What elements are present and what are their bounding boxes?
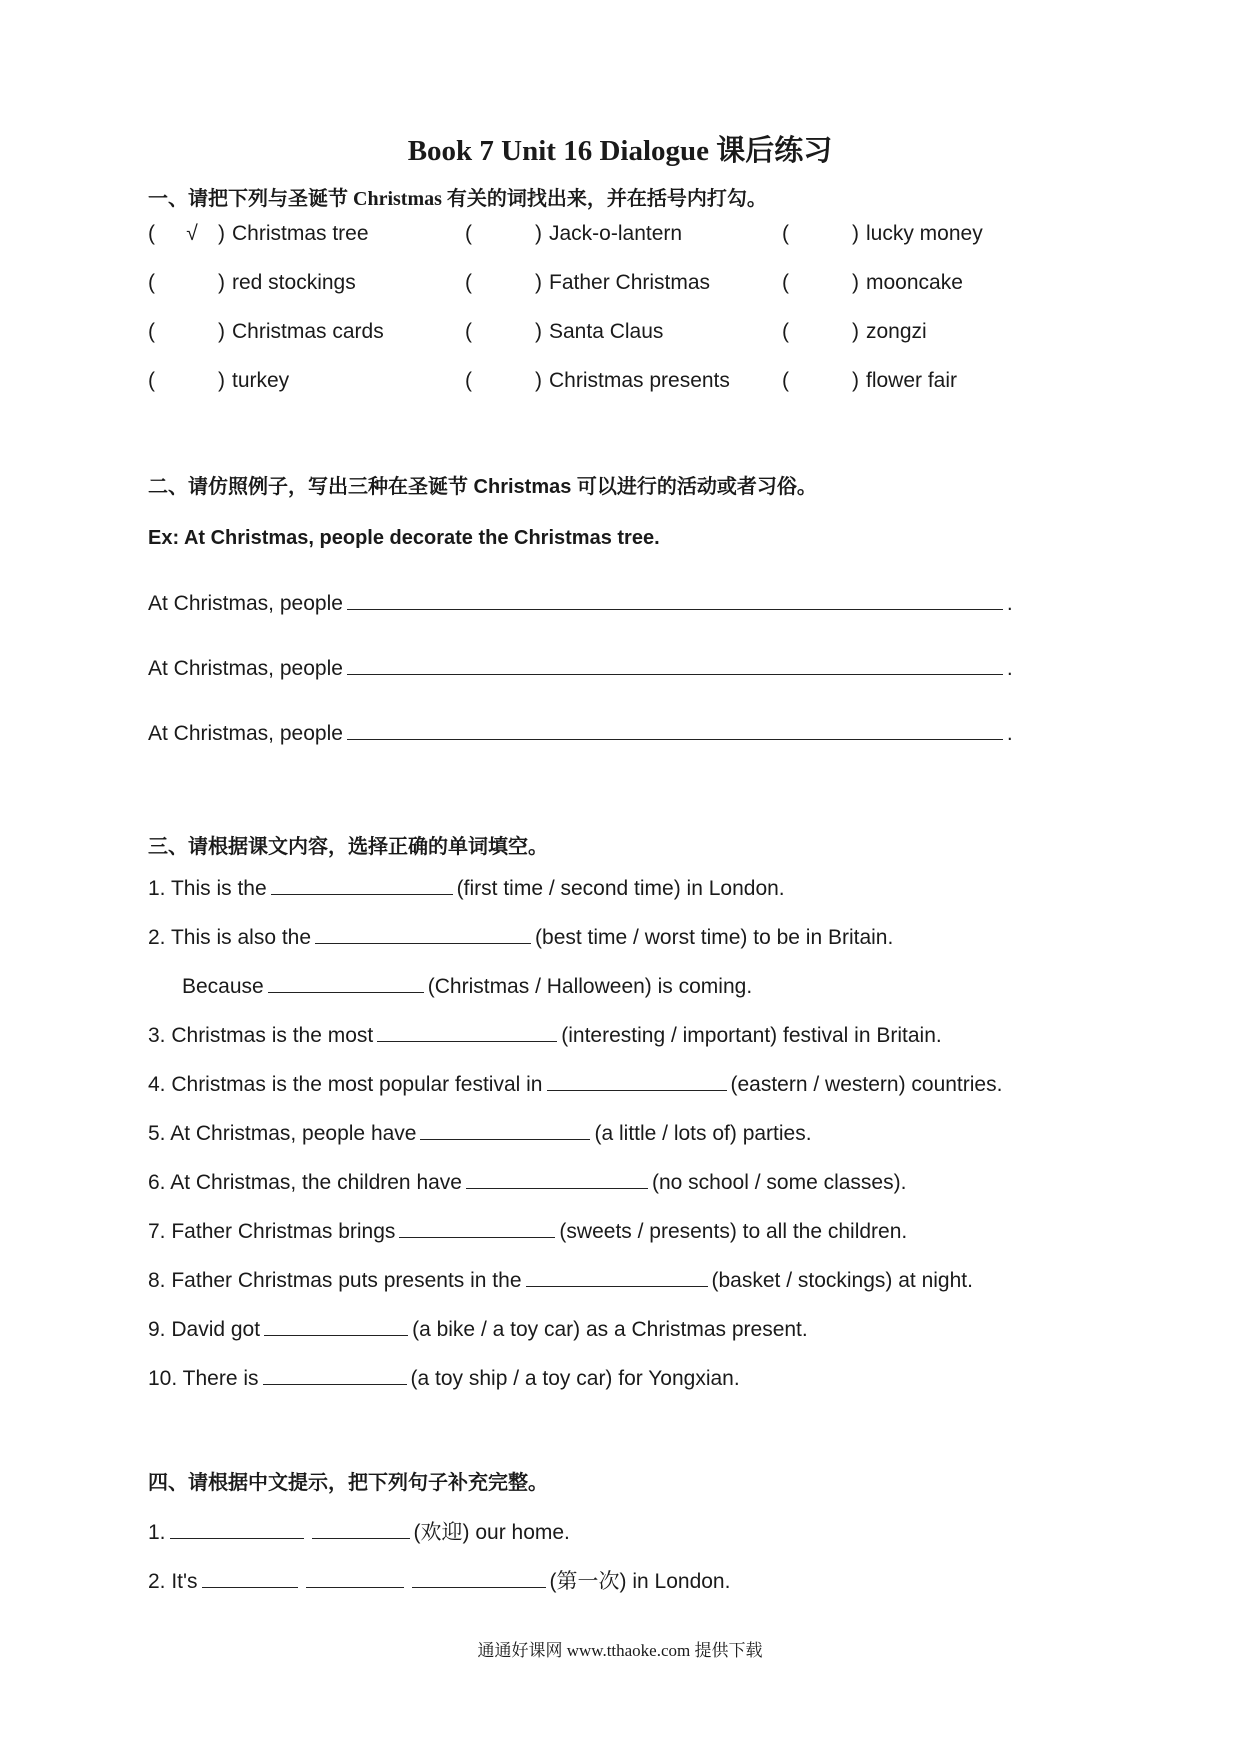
fill-item [148, 1072, 1002, 1097]
fill-item [182, 974, 752, 999]
check-item[interactable]: ( ) flower fair [782, 369, 958, 392]
answer-blank[interactable] [264, 1317, 408, 1336]
answer-blank[interactable] [347, 656, 1003, 675]
item-options: (欢迎) our home. [413, 1521, 570, 1544]
answer-blank[interactable] [399, 1219, 555, 1238]
check-item[interactable]: ( ) Christmas presents [465, 369, 730, 392]
fill-item [148, 1516, 570, 1546]
check-mark: √ [186, 222, 198, 245]
check-item-label: turkey [232, 369, 290, 392]
check-item[interactable]: ( ) lucky money [782, 222, 983, 245]
writing-prompt: At Christmas, people [148, 657, 343, 680]
item-text: 4. Christmas is the most popular festival in [148, 1073, 543, 1096]
fill-item [148, 1121, 812, 1146]
check-item[interactable]: ( ) turkey [148, 369, 290, 392]
fill-item [148, 1268, 973, 1293]
item-options: (第一次) in London. [549, 1570, 731, 1593]
item-text: 2. It's [148, 1570, 198, 1593]
answer-blank[interactable] [412, 1569, 546, 1588]
section2-example: Ex: At Christmas, people decorate the Christmas tree. [148, 527, 660, 549]
fill-item [148, 1023, 942, 1048]
answer-blank[interactable] [347, 721, 1003, 740]
line-end: . [1006, 722, 1013, 745]
item-options: (best time / worst time) to be in Britain. [535, 926, 894, 949]
footer-credit: 通通好课网 www.tthaoke.com 提供下载 [477, 1641, 763, 1660]
check-item[interactable]: ( ) Jack-o-lantern [465, 222, 683, 245]
answer-blank[interactable] [347, 591, 1003, 610]
line-end: . [1006, 592, 1013, 615]
check-item-label: mooncake [866, 271, 963, 294]
item-options: (a little / lots of) parties. [594, 1122, 812, 1145]
check-item-label: Santa Claus [549, 320, 664, 343]
line-end: . [1006, 657, 1013, 680]
fill-item [148, 1219, 907, 1244]
item-options: (basket / stockings) at night. [711, 1269, 973, 1292]
item-options: (sweets / presents) to all the children. [559, 1220, 908, 1243]
check-item[interactable]: ( ) zongzi [782, 320, 927, 343]
answer-blank[interactable] [263, 1366, 407, 1385]
answer-blank[interactable] [547, 1072, 727, 1091]
fill-item [148, 925, 893, 950]
item-options: (interesting / important) festival in Britain. [561, 1024, 942, 1047]
fill-item [148, 1565, 730, 1595]
writing-line [148, 591, 1013, 616]
section2-heading: 二、请仿照例子，写出三种在圣诞节 Christmas 可以进行的活动或者习俗。 [148, 476, 817, 498]
fill-item [148, 1170, 906, 1195]
check-item-label: Christmas tree [232, 222, 369, 245]
answer-blank[interactable] [377, 1023, 557, 1042]
item-options: (eastern / western) countries. [730, 1073, 1003, 1096]
check-item-label: flower fair [866, 369, 958, 392]
check-item-label: Jack-o-lantern [549, 222, 683, 245]
answer-blank[interactable] [526, 1268, 708, 1287]
item-options: (no school / some classes). [652, 1171, 907, 1194]
check-item-label: Christmas cards [232, 320, 384, 343]
item-text: 10. There is [148, 1367, 259, 1390]
check-item-label: red stockings [232, 271, 356, 294]
item-text: 3. Christmas is the most [148, 1024, 374, 1047]
item-options: (a bike / a toy car) as a Christmas present. [412, 1318, 808, 1341]
check-item-label: Father Christmas [549, 271, 711, 294]
writing-prompt: At Christmas, people [148, 722, 343, 745]
answer-blank[interactable] [306, 1569, 404, 1588]
answer-blank[interactable] [202, 1569, 298, 1588]
item-text: 1. [148, 1521, 166, 1544]
answer-blank[interactable] [268, 974, 424, 993]
check-item-label: zongzi [866, 320, 927, 343]
writing-line [148, 656, 1013, 681]
section4-heading: 四、请根据中文提示，把下列句子补充完整。 [148, 1472, 548, 1494]
page-title: Book 7 Unit 16 Dialogue 课后练习 [407, 135, 833, 167]
check-item[interactable]: ( ) red stockings [148, 271, 356, 294]
check-item[interactable]: ( ) Father Christmas [465, 271, 711, 294]
item-options: (a toy ship / a toy car) for Yongxian. [410, 1367, 740, 1390]
item-text: Because [182, 975, 264, 998]
section3-heading: 三、请根据课文内容，选择正确的单词填空。 [148, 836, 548, 858]
fill-item [148, 1366, 740, 1391]
item-options: (first time / second time) in London. [456, 877, 785, 900]
item-text: 6. At Christmas, the children have [148, 1171, 462, 1194]
fill-item [148, 876, 785, 901]
section1-heading: 一、请把下列与圣诞节 Christmas 有关的词找出来，并在括号内打勾。 [148, 188, 767, 210]
item-options: (Christmas / Halloween) is coming. [427, 975, 753, 998]
check-item[interactable]: ( ) Christmas cards [148, 320, 384, 343]
item-text: 7. Father Christmas brings [148, 1220, 396, 1243]
check-item[interactable]: ( ) mooncake [782, 271, 963, 294]
check-item-label: Christmas presents [549, 369, 730, 392]
writing-line [148, 721, 1013, 746]
writing-prompt: At Christmas, people [148, 592, 343, 615]
item-text: 2. This is also the [148, 926, 312, 949]
item-text: 1. This is the [148, 877, 267, 900]
check-item[interactable]: ( √ ) Christmas tree [148, 222, 369, 245]
check-item[interactable]: ( ) Santa Claus [465, 320, 664, 343]
answer-blank[interactable] [420, 1121, 590, 1140]
item-text: 9. David got [148, 1318, 261, 1341]
answer-blank[interactable] [271, 876, 453, 895]
item-text: 8. Father Christmas puts presents in the [148, 1269, 522, 1292]
fill-item [148, 1317, 808, 1342]
answer-blank[interactable] [466, 1170, 648, 1189]
item-text: 5. At Christmas, people have [148, 1122, 417, 1145]
check-item-label: lucky money [866, 222, 983, 245]
answer-blank[interactable] [170, 1520, 304, 1539]
answer-blank[interactable] [312, 1520, 410, 1539]
answer-blank[interactable] [315, 925, 531, 944]
